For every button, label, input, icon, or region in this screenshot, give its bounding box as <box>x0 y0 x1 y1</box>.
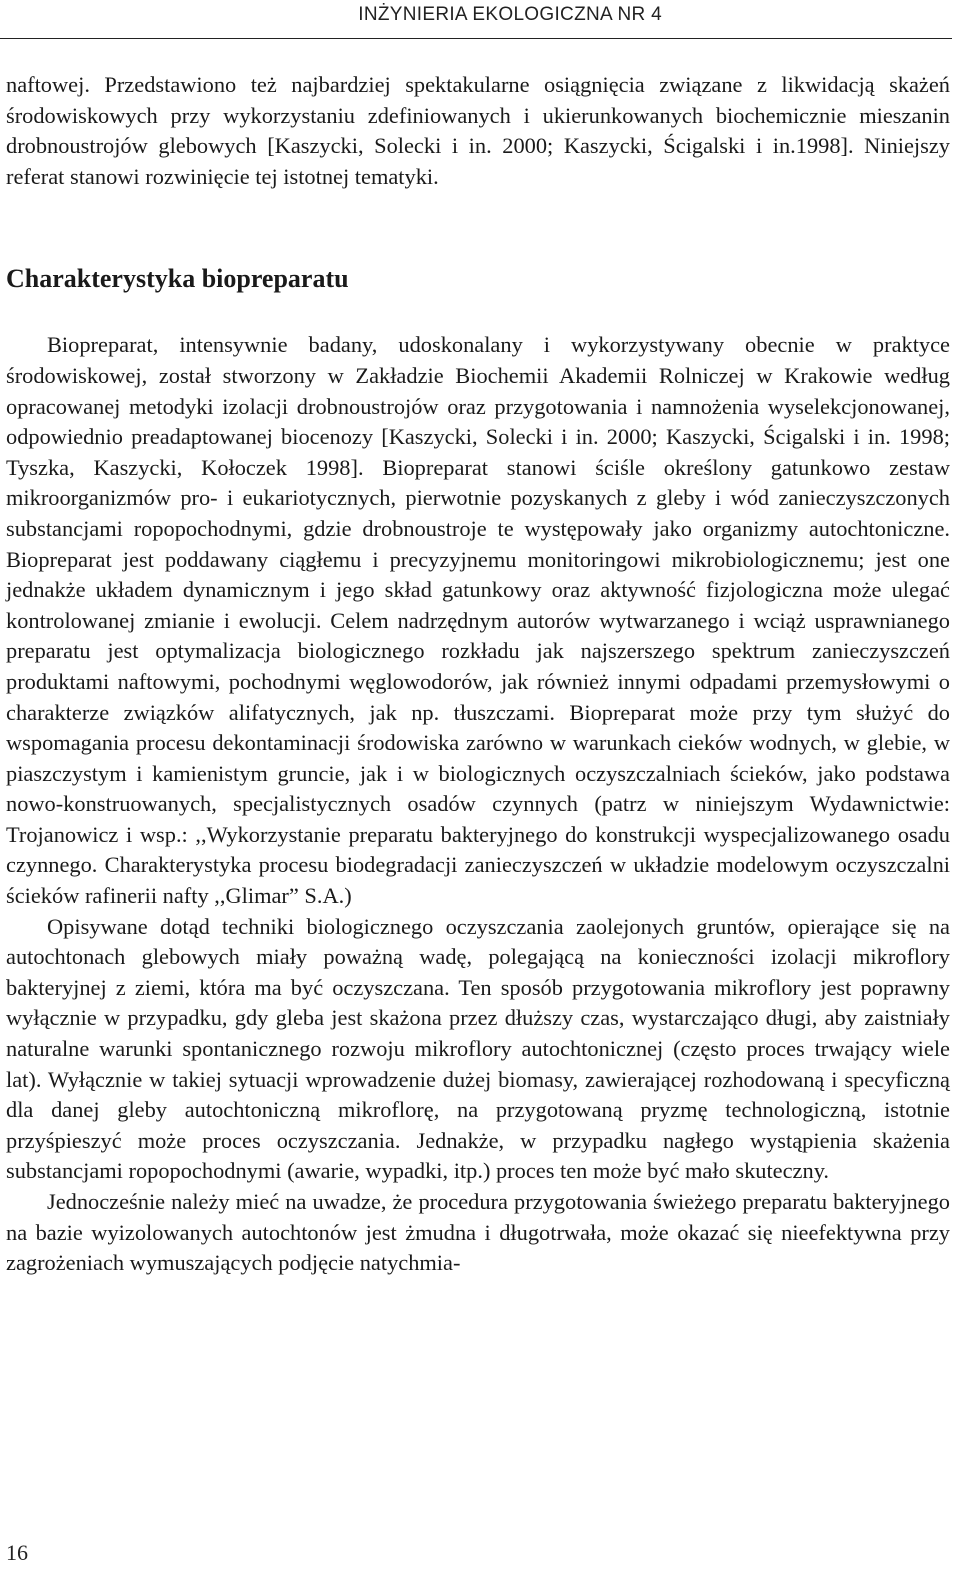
section-heading: Charakterystyka biopreparatu <box>6 264 349 294</box>
section-spacer <box>6 192 950 264</box>
heading-spacer <box>6 294 950 330</box>
running-header <box>0 0 952 39</box>
page-body <box>6 70 950 1279</box>
intro-paragraph: naftowej. Przedstawiono też najbardziej spektakularne osiągnięcia związane z likwidacją skażeń środowiskowych przy wykorzystaniu zdefiniowanych i ukierunkowanych biochemicznie mieszanin drobnoustrojów glebowych [Kaszycki, Solecki i in. 2000; Kaszycki, Ścigalski i in.1998]. Niniejszy referat stanowi rozwinięcie tej istotnej tematyki. <box>6 72 950 189</box>
journal-title: INŻYNIERIA EKOLOGICZNA NR 4 <box>358 4 662 25</box>
page-number: 16 <box>6 1540 28 1565</box>
body-paragraph-3: Jednocześnie należy mieć na uwadze, że procedura przygotowania świeżego preparatu bakteryjnego na bazie wyizolowanych autochtonów jest żmudna i długotrwała, może okazać się nieefektywna przy zagrożeniach wymuszających podjęcie natychmia- <box>6 1189 950 1276</box>
body-paragraph-1: Biopreparat, intensywnie badany, udoskonalany i wykorzystywany obecnie w praktyce środowiskowej, został stworzony w Zakładzie Biochemii Akademii Rolniczej w Krakowie według opracowanej metodyki izolacji drobnoustrojów oraz przygotowania i namnożenia wyselekcjonowanej, odpowiednio preadaptowanej biocenozy [Kaszycki, Solecki i in. 2000; Kaszycki, Ścigalski i in. 1998; Tyszka, Kaszycki, Kołoczek 1998]. Biopreparat stanowi ściśle określony gatunkowo zestaw mikroorganizmów pro- i eukariotycznych, pierwotnie pozyskanych z gleby i wód zanieczyszczonych substancjami ropopochodnymi, gdzie drobnoustroje te występowały jako organizmy autochtoniczne. Biopreparat jest poddawany ciągłemu i precyzyjnemu monitoringowi mikrobiologicznemu; jest one jednakże układem dynamicznym i jego skład gatunkowy oraz aktywność fizjologiczna może ulegać kontrolowanej zmianie i ewolucji. Celem nadrzędnym autorów wytwarzanego i wciąż usprawnianego preparatu jest optymalizacja biologicznego rozkładu jak najszerszego spektrum zanieczyszczeń produktami naftowymi, pochodnymi węglowodorów, jak również innymi odpadami przemysłowymi o charakterze związków alifatycznych, jak np. tłuszczami. Biopreparat może przy tym służyć do wspomagania procesu dekontaminacji środowiska zarówno w warunkach cieków wodnych, w glebie, w piaszczystym i kamienistym gruncie, jak i w biologicznych oczyszczalniach ścieków, jako podstawa nowo-konstruowanych, specjalistycznych osadów czynnych (patrz w niniejszym Wydawnictwie: Trojanowicz i wsp.: ,,Wykorzystanie preparatu bakteryjnego do konstrukcji wyspecjalizowanego osadu czynnego. Charakterystyka procesu biodegradacji zanieczyszczeń w układzie modelowym oczyszczalni ścieków rafinerii nafty ,,Glimar” S.A.) <box>6 332 950 909</box>
body-paragraph-2: Opisywane dotąd techniki biologicznego oczyszczania zaolejonych gruntów, opierające się na autochtonach glebowych miały poważną wadę, polegającą na konieczności izolacji mikroflory bakteryjnej z ziemi, która ma być oczyszczana. Ten sposób przygotowania mikroflory jest poprawny wyłącznie w przypadku, gdy gleba jest skażona przez dłuższy czas, wystarczająco długi, aby zaistniały naturalne warunki spontanicznego rozwoju mikroflory autochtonicznej (często proces trwający wiele lat). Wyłącznie w takiej sytuacji wprowadzenie dużej biomasy, zawierającej rozhodowaną i specyficzną dla danej gleby autochtoniczną mikroflorę, na przygotowaną pryzmę technologiczną, istotnie przyśpieszyć może proces oczyszczania. Jednakże, w przypadku nagłego wystąpienia skażenia substancjami ropopochodnymi (awarie, wypadki, itp.) proces ten może być mało skuteczny. <box>6 913 950 1184</box>
